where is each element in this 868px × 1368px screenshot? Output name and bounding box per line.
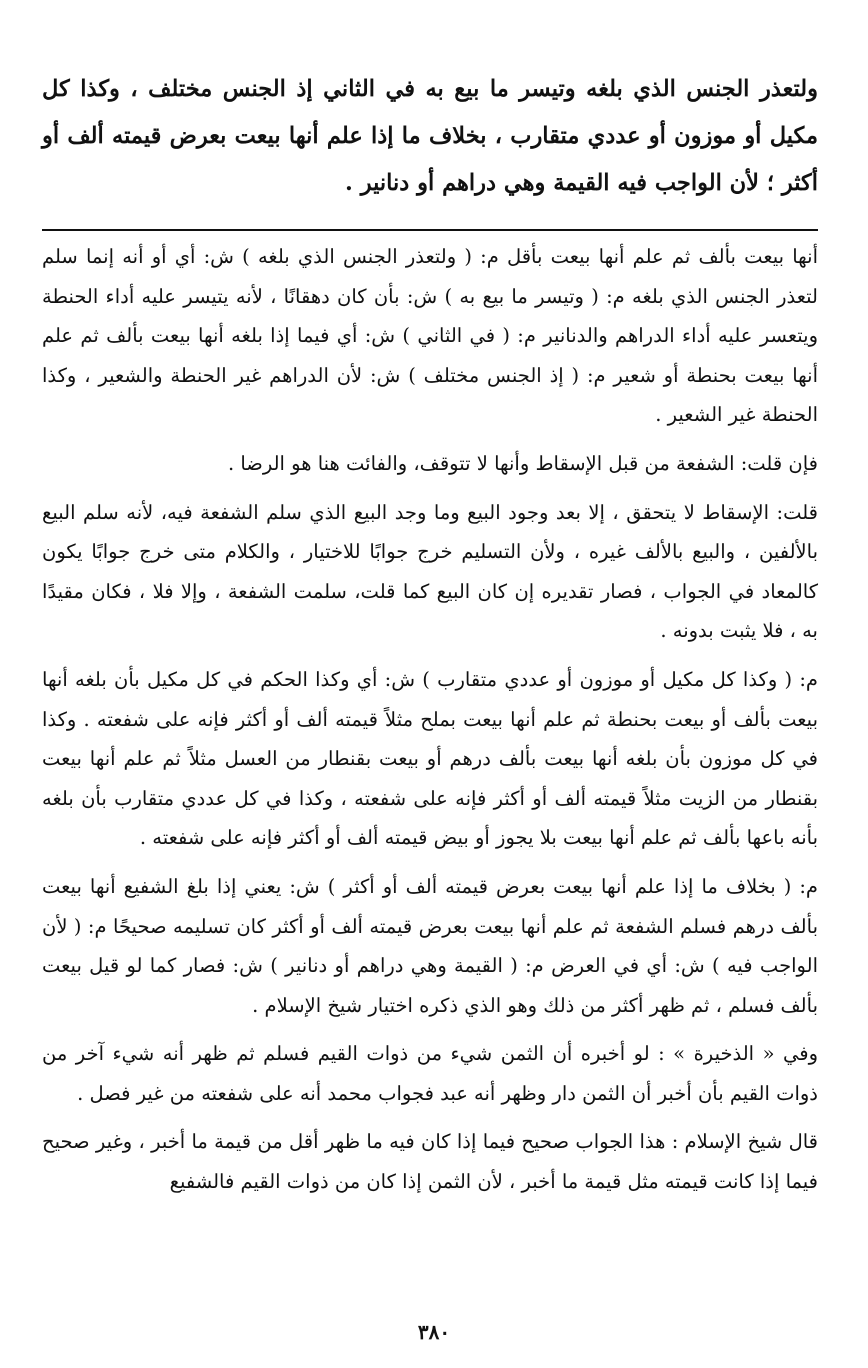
- commentary-paragraph: قلت: الإسقاط لا يتحقق ، إلا بعد وجود البيع وما وجد البيع الذي سلم الشفعة فيه، لأنه سلم البيع بالألفين ، والبيع بالألف غيره ، ولأن التسليم خرج جوابًا للاختيار ، والكلام متى خرج جوابًا يكون كالمعاد في الجواب ، فصار تقديره إن كان البيع كما قلت، سلمت الشفعة ، وإلا فلا ، فكان مقيدًا به ، فلا يثبت بدونه .: [42, 500, 818, 643]
- commentary-paragraph: م: ( وكذا كل مكيل أو موزون أو عددي متقارب ) ش: أي وكذا الحكم في كل مكيل بأن بلغه أنها بيعت بألف أو بيعت بحنطة ثم علم أنها بيعت بملح مثلاً قيمته ألف أو أكثر فإنه على شفعته . وكذا في كل موزون بأن بلغه أنها بيعت بألف درهم أو بيعت بقنطار من العسل مثلاً ثم علم أنها بيعت بقنطار من الزيت مثلاً قيمته ألف أو أكثر فإنه على شفعته ، وكذا في كل عددي متقارب بأن بلغه بأنه باعها بألف ثم علم أنها بيعت بلا يجوز أو بيض قيمته ألف أو أكثر فإنه على شفعته .: [42, 667, 818, 850]
- commentary-paragraph: قال شيخ الإسلام : هذا الجواب صحيح فيما إذا كان فيه ما ظهر أقل من قيمة ما أخبر ، وغير صحيح فيما إذا كانت قيمته مثل قيمة ما أخبر ، لأن الثمن إذا كان من ذوات القيم فالشفيع: [42, 1130, 818, 1194]
- separator-line: [42, 229, 818, 231]
- commentary-paragraph: وفي « الذخيرة » : لو أخبره أن الثمن شيء من ذوات القيم فسلم ثم ظهر أنه شيء آخر من ذوات القيم بأن أخبر أن الثمن دار وظهر أنه عبد فجواب محمد أنه على شفعته من غير فصل .: [42, 1042, 818, 1105]
- main-text-block: [42, 66, 818, 207]
- page-number: ٣٨٠: [417, 1320, 451, 1344]
- commentary-block: [42, 237, 818, 1202]
- commentary-paragraph: فإن قلت: الشفعة من قبل الإسقاط وأنها لا تتوقف، والفائت هنا هو الرضا .: [227, 451, 818, 475]
- main-text: ولتعذر الجنس الذي بلغه وتيسر ما بيع به في الثاني إذ الجنس مختلف ، وكذا كل مكيل أو موزون أو عددي متقارب ، بخلاف ما إذا علم أنها بيعت بعرض قيمته ألف أو أكثر ؛ لأن الواجب فيه القيمة وهي دراهم أو دنانير .: [42, 76, 818, 196]
- commentary-paragraph: أنها بيعت بألف ثم علم أنها بيعت بأقل م: ( ولتعذر الجنس الذي بلغه ) ش: أي أو أنه إنما سلم لتعذر الجنس الذي بلغه م: ( وتيسر ما بيع به ) ش: بأن كان دهقانًا ، لأنه يتيسر عليه أداء الحنطة ويتعسر عليه أداء الدراهم والدنانير م: ( في الثاني ) ش: أي فيما إذا بلغه أنها بيعت بألف ثم علم أنها بيعت بحنطة أو شعير م: ( إذ الجنس مختلف ) ش: لأن الدراهم غير الحنطة والشعير ، وكذا الحنطة غير الشعير .: [42, 245, 818, 427]
- commentary-paragraph: م: ( بخلاف ما إذا علم أنها بيعت بعرض قيمته ألف أو أكثر ) ش: يعني إذا بلغ الشفيع أنها بيعت بألف درهم فسلم الشفعة ثم علم أنها بيعت بعرض قيمته ألف أو أكثر كان تسليمه صحيحًا م: ( لأن الواجب فيه ) ش: أي في العرض م: ( القيمة وهي دراهم أو دنانير ) ش: فصار كما لو قيل بيعت بألف فسلم ، ثم ظهر أكثر من ذلك وهو الذي ذكره اختيار شيخ الإسلام .: [42, 874, 818, 1017]
